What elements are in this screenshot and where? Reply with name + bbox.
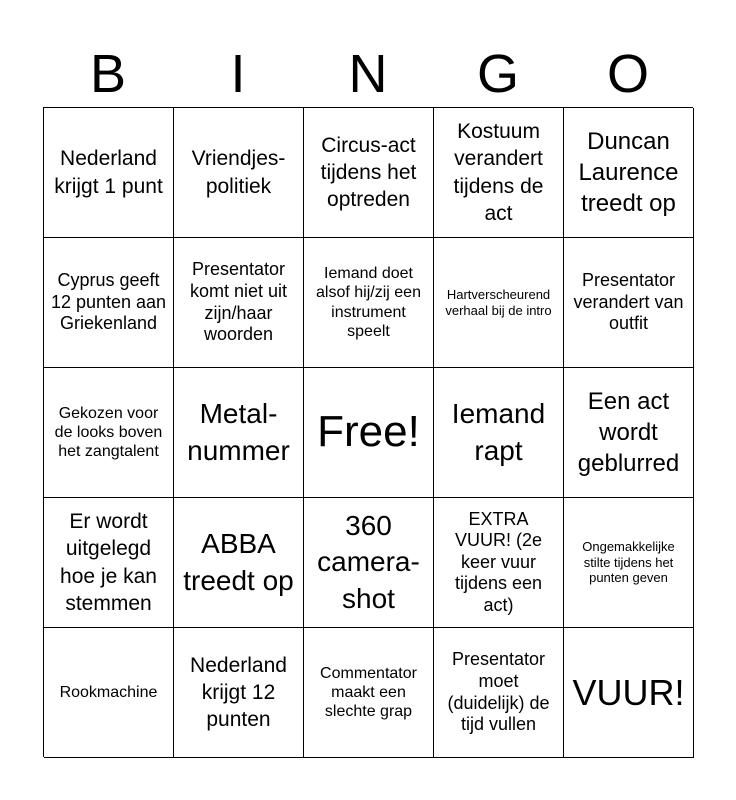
bingo-cell[interactable]: Cyprus geeft 12 punten aan Griekenland (44, 238, 174, 368)
bingo-cell[interactable]: 360 camera-shot (304, 498, 434, 628)
bingo-cell[interactable]: Hartverscheurend verhaal bij de intro (434, 238, 564, 368)
bingo-cell[interactable]: Rookmachine (44, 628, 174, 758)
bingo-cell[interactable]: Iemand doet alsof hij/zij een instrument speelt (304, 238, 434, 368)
bingo-cell[interactable]: Iemand rapt (434, 368, 564, 498)
bingo-cell[interactable]: EXTRA VUUR! (2e keer vuur tijdens een act) (434, 498, 564, 628)
bingo-cell[interactable]: Presentator moet (duidelijk) de tijd vullen (434, 628, 564, 758)
bingo-cell[interactable]: Ongemakkelijke stilte tijdens het punten geven (564, 498, 694, 628)
free-cell[interactable]: Free! (304, 368, 434, 498)
bingo-board (43, 107, 693, 757)
bingo-cell[interactable]: Een act wordt geblurred (564, 368, 694, 498)
bingo-header (43, 40, 693, 108)
bingo-cell[interactable]: Presentator komt niet uit zijn/haar woorden (174, 238, 304, 368)
header-letter-o: O (606, 44, 649, 104)
bingo-cell[interactable]: Commentator maakt een slechte grap (304, 628, 434, 758)
bingo-cell[interactable]: Duncan Laurence treedt op (564, 108, 694, 238)
bingo-cell[interactable]: Circus-act tijdens het optreden (304, 108, 434, 238)
bingo-cell[interactable]: Kostuum verandert tijdens de act (434, 108, 564, 238)
bingo-cell[interactable]: Nederland krijgt 12 punten (174, 628, 304, 758)
bingo-cell[interactable]: Nederland krijgt 1 punt (44, 108, 174, 238)
header-letter-b: B (89, 44, 127, 104)
bingo-cell[interactable]: Metal-nummer (174, 368, 304, 498)
bingo-cell[interactable]: Presentator verandert van outfit (564, 238, 694, 368)
header-letter-i: I (230, 44, 246, 104)
bingo-cell[interactable]: Gekozen voor de looks boven het zangtalent (44, 368, 174, 498)
bingo-cell[interactable]: Vriendjes-politiek (174, 108, 304, 238)
bingo-cell[interactable]: Er wordt uitgelegd hoe je kan stemmen (44, 498, 174, 628)
bingo-cell[interactable]: VUUR! (564, 628, 694, 758)
header-letter-g: G (476, 44, 519, 104)
bingo-cell[interactable]: ABBA treedt op (174, 498, 304, 628)
header-letter-n: N (348, 44, 388, 104)
